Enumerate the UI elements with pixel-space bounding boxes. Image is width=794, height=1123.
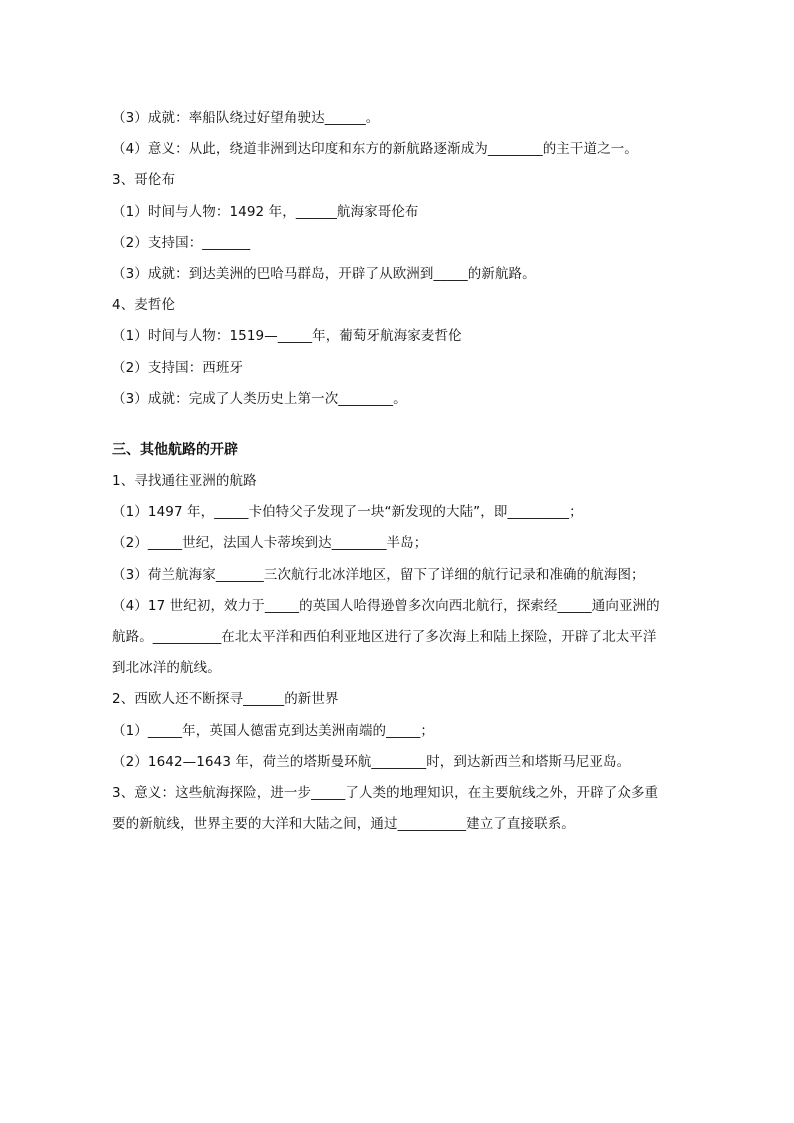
text-line: （3）荷兰航海家_______三次航行北冰洋地区，留下了详细的航行记录和准确的航海图； xyxy=(112,566,645,583)
text-line: （2）_____世纪，法国人卡蒂埃到达________半岛； xyxy=(112,535,428,552)
text-line: （4）意义：从此，绕道非洲到达印度和东方的新航路逐渐成为________的主干道之一。 xyxy=(112,141,638,158)
document-content xyxy=(112,103,692,840)
text-line: （4）17 世纪初，效力于_____的英国人哈得逊曾多次向西北航行，探索经_____通向亚洲的 xyxy=(112,597,660,614)
text-line: （1）_____年，英国人德雷克到达美洲南端的_____； xyxy=(112,722,434,739)
text-line: （1）时间与人物：1492 年，______航海家哥伦布 xyxy=(112,203,419,220)
text-line: 4、麦哲伦 xyxy=(112,297,176,314)
text-line: 3、哥伦布 xyxy=(112,172,176,189)
text-line: （1）1497 年，_____卡伯特父子发现了一块“新发现的大陆”，即_________； xyxy=(112,504,583,521)
text-line: 航路。__________在北太平洋和西伯利亚地区进行了多次海上和陆上探险，开辟了北太平洋 xyxy=(112,629,657,645)
text-line: （1）时间与人物：1519—_____年，葡萄牙航海家麦哲伦 xyxy=(112,328,462,345)
text-line: （3）成就：到达美洲的巴哈马群岛，开辟了从欧洲到_____的新航路。 xyxy=(112,265,536,282)
text-line: （2）1642—1643 年，荷兰的塔斯曼环航________时，到达新西兰和塔斯马尼亚岛。 xyxy=(112,753,631,770)
text-line: （2）支持国：_______ xyxy=(112,234,251,251)
text-line: （3）成就：率船队绕过好望角驶达______。 xyxy=(112,110,380,126)
text-line: （2）支持国：西班牙 xyxy=(112,359,244,376)
text-line: 3、意义：这些航海探险，进一步_____了人类的地理知识，在主要航线之外，开辟了众多重 xyxy=(112,784,659,801)
text-line: 2、西欧人还不断探寻______的新世界 xyxy=(112,691,339,708)
section-spacer xyxy=(112,415,692,435)
section-heading: 三、其他航路的开辟 xyxy=(112,441,238,458)
text-line: 1、寻找通往亚洲的航路 xyxy=(112,473,257,490)
text-line: （3）成就：完成了人类历史上第一次________。 xyxy=(112,390,407,407)
text-line: 到北冰洋的航线。 xyxy=(112,660,221,677)
text-line: 要的新航线，世界主要的大洋和大陆之间，通过__________建立了直接联系。 xyxy=(112,816,575,833)
